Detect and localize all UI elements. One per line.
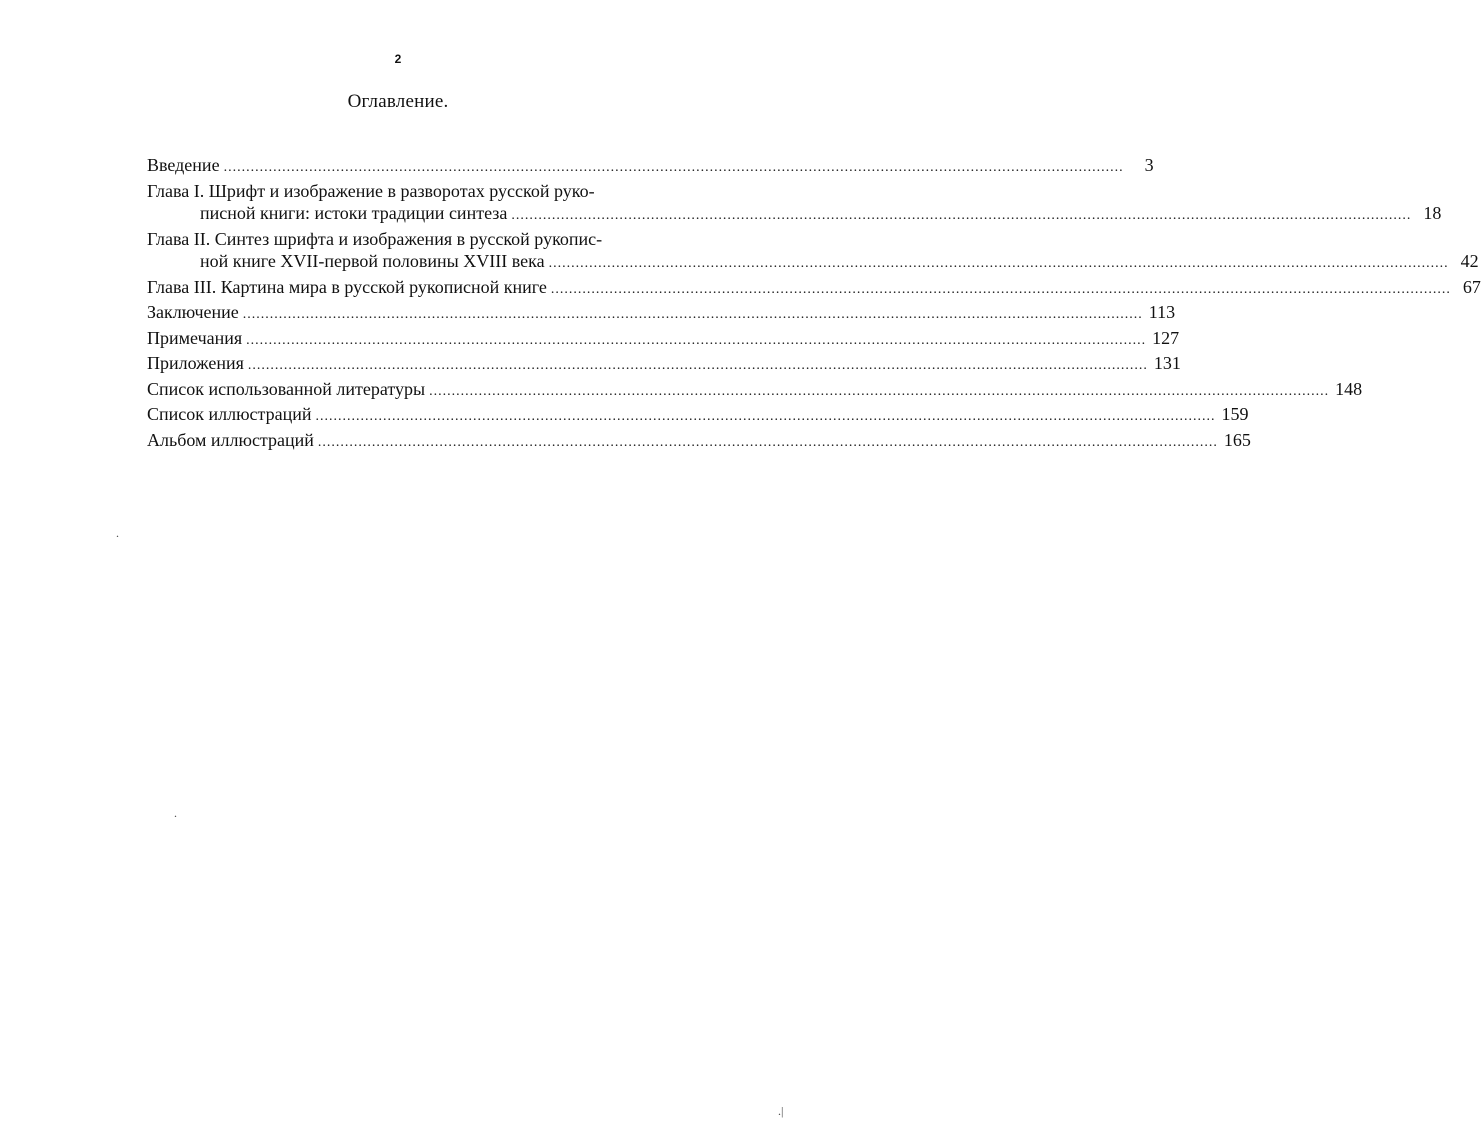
table-of-contents xyxy=(147,154,1481,454)
toc-entry-page: 67 xyxy=(1462,276,1481,297)
dot-leader: ........................................................................................................................................................................................................ xyxy=(317,434,1218,450)
toc-entry-album-of-illustrations xyxy=(147,429,1251,455)
toc-entry-introduction xyxy=(147,154,1154,180)
toc-entry-chapter-2 xyxy=(147,228,1479,276)
page-number: 2 xyxy=(394,52,402,66)
toc-entry-text: Список иллюстраций xyxy=(147,404,312,424)
toc-entry-page: 127 xyxy=(1152,327,1180,348)
dot-leader: ........................................................................................................................................................................................................ xyxy=(223,160,1124,175)
dot-leader: ........................................................................................................................................................................................................ xyxy=(242,307,1143,322)
scan-speck: . xyxy=(116,526,119,540)
toc-entry-text: Альбом иллюстраций xyxy=(147,429,314,450)
toc-entry-page: 165 xyxy=(1223,429,1251,450)
dot-leader: ........................................................................................................................................................................................................ xyxy=(550,281,1451,297)
toc-entry-text: Глава I. Шрифт и изображение в разворотах русской руко- xyxy=(147,180,595,201)
toc-entry-text-continued: писной книги: истоки традиции синтеза xyxy=(200,203,508,223)
toc-entry-page: 148 xyxy=(1335,378,1363,399)
toc-entry-page: 3 xyxy=(1144,155,1154,175)
toc-entry-text: Заключение xyxy=(147,302,239,322)
toc-entry-bibliography xyxy=(147,378,1363,404)
toc-entry-text: Введение xyxy=(147,155,220,175)
toc-entry-page: 42 xyxy=(1460,251,1479,271)
dot-leader: ........................................................................................................................................................................................................ xyxy=(247,358,1148,373)
toc-entry-text: Примечания xyxy=(147,327,243,348)
toc-entry-text: Глава III. Картина мира в русской рукописной книге xyxy=(147,276,547,297)
toc-entry-conclusion xyxy=(147,301,1176,327)
dot-leader: ........................................................................................................................................................................................................ xyxy=(548,256,1449,271)
toc-entry-text: Глава II. Синтез шрифта и изображения в русской рукопис- xyxy=(147,228,603,249)
dot-leader: ........................................................................................................................................................................................................ xyxy=(246,332,1147,348)
toc-entry-chapter-1 xyxy=(147,180,1442,228)
dot-leader: ........................................................................................................................................................................................................ xyxy=(511,208,1412,223)
toc-entry-chapter-3 xyxy=(147,276,1481,302)
toc-entry-page: 131 xyxy=(1153,353,1181,373)
dot-leader: ........................................................................................................................................................................................................ xyxy=(315,409,1216,424)
scan-speck: . xyxy=(174,806,177,820)
scan-speck: .| xyxy=(778,1104,784,1118)
toc-entry-notes xyxy=(147,327,1180,353)
toc-entry-page: 159 xyxy=(1221,404,1249,424)
toc-entry-text-continued: ной книге XVII-первой половины XVIII века xyxy=(200,251,545,271)
toc-entry-page: 18 xyxy=(1423,203,1442,223)
toc-entry-text: Приложения xyxy=(147,353,244,373)
toc-entry-text: Список использованной литературы xyxy=(147,378,426,399)
toc-entry-page: 113 xyxy=(1148,302,1176,322)
toc-entry-list-of-illustrations xyxy=(147,403,1249,429)
toc-entry-appendices xyxy=(147,352,1181,378)
dot-leader: ........................................................................................................................................................................................................ xyxy=(429,383,1330,399)
page-title: Оглавление. xyxy=(347,91,449,112)
